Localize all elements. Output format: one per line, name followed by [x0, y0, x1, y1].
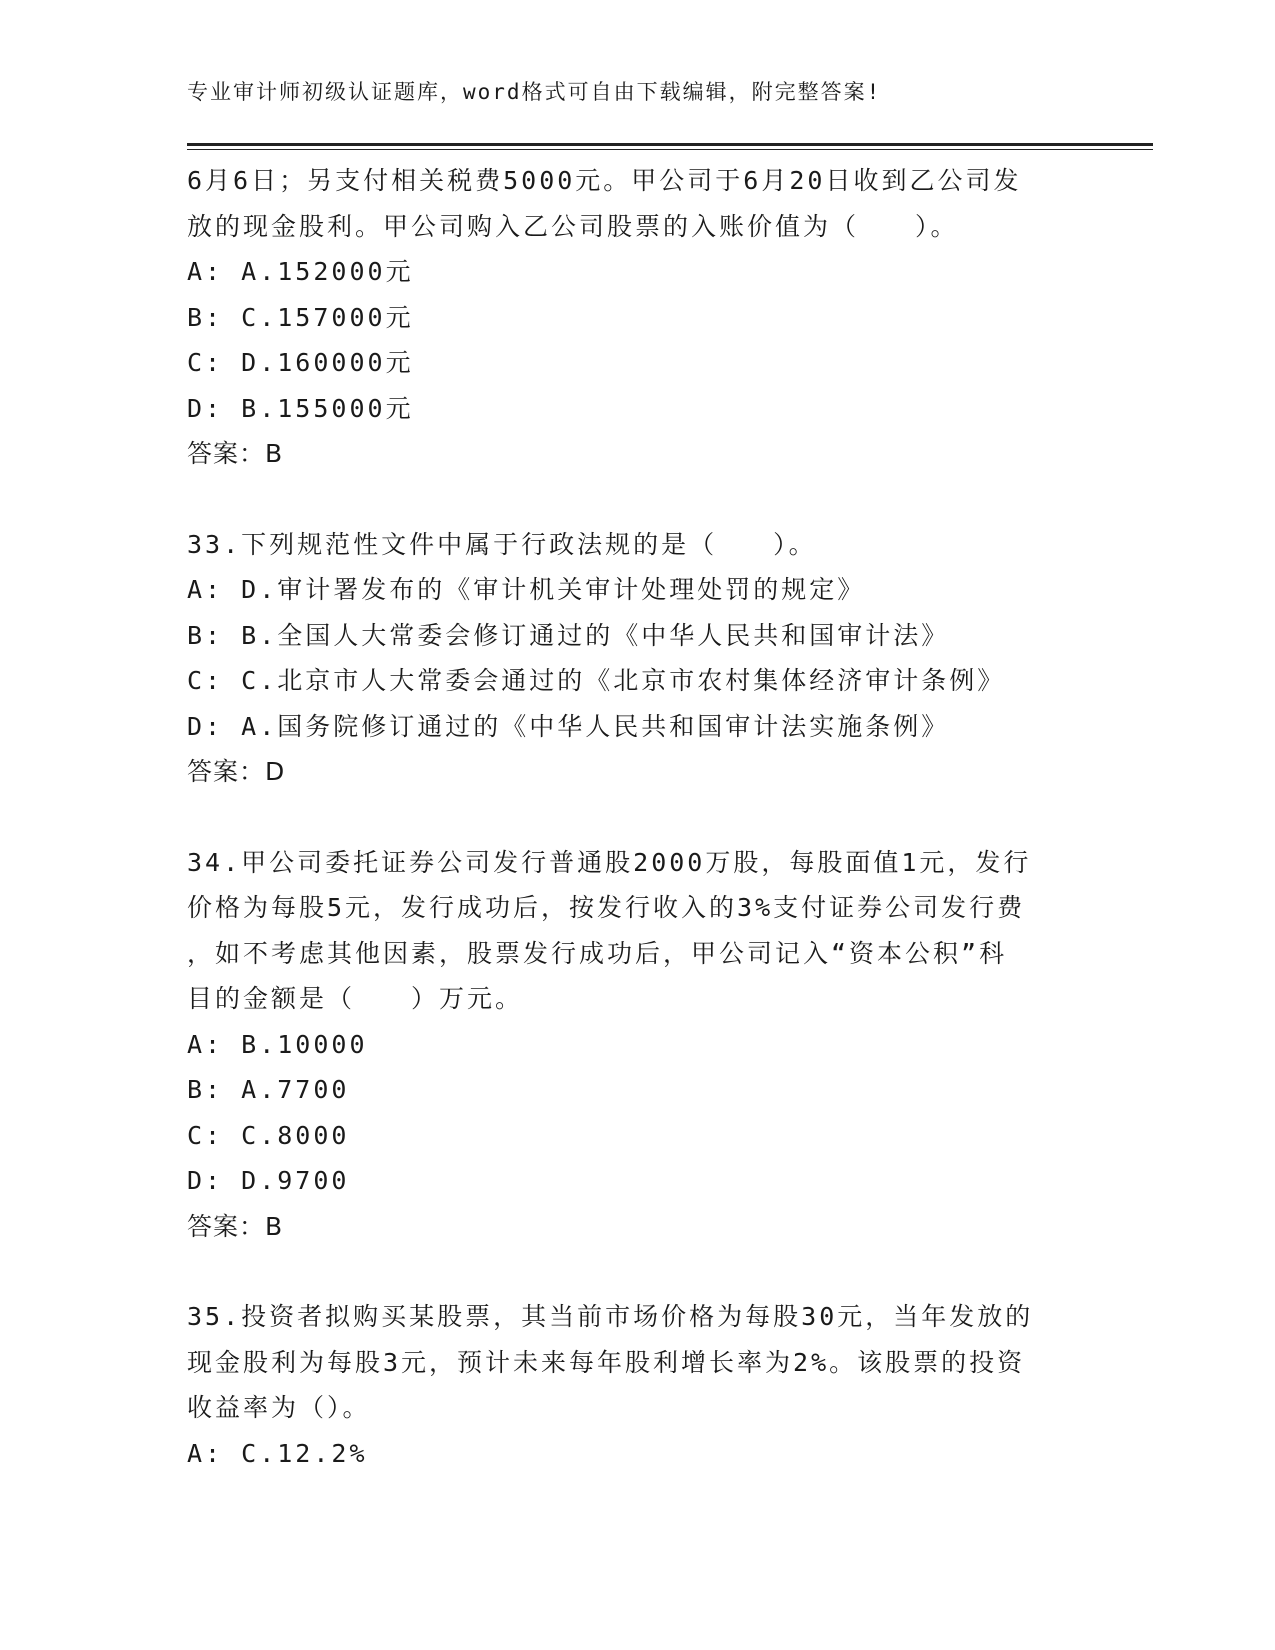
option-d: D: A.国务院修订通过的《中华人民共和国审计法实施条例》 — [187, 711, 950, 741]
question-stem-line: ，如不考虑其他因素，股票发行成功后，甲公司记入“资本公积”科 — [187, 938, 1008, 968]
option-a: A: B.10000 — [187, 1029, 368, 1059]
header-rule-thick — [187, 143, 1153, 146]
question-block — [187, 840, 1087, 1250]
page-header: 专业审计师初级认证题库，word格式可自由下载编辑，附完整答案! — [187, 80, 882, 104]
question-stem-line: 收益率为（）。 — [187, 1393, 371, 1422]
option-b: B: C.157000元 — [187, 302, 414, 332]
header-rule-thin — [187, 149, 1153, 150]
option-b: B: B.全国人大常委会修订通过的《中华人民共和国审计法》 — [187, 620, 950, 650]
question-stem-line: 33.下列规范性文件中属于行政法规的是（ ）。 — [187, 529, 817, 559]
question-block — [187, 158, 1087, 477]
option-c: C: C.8000 — [187, 1120, 350, 1150]
option-b: B: A.7700 — [187, 1075, 350, 1104]
option-a: A: A.152000元 — [187, 257, 414, 286]
option-d: D: D.9700 — [187, 1166, 350, 1195]
question-stem-line: 35.投资者拟购买某股票，其当前市场价格为每股30元，当年发放的 — [187, 1302, 1034, 1331]
question-content — [187, 158, 1087, 1476]
answer-line: 答案：B — [187, 1211, 284, 1241]
question-stem-line: 现金股利为每股3元，预计未来每年股利增长率为2%。该股票的投资 — [187, 1347, 1026, 1377]
answer-line: 答案：D — [187, 757, 286, 786]
question-block — [187, 522, 1087, 795]
question-block — [187, 1294, 1087, 1476]
option-c: C: C.北京市人大常委会通过的《北京市农村集体经济审计条例》 — [187, 666, 1006, 695]
option-c: C: D.160000元 — [187, 348, 414, 377]
option-d: D: B.155000元 — [187, 393, 414, 423]
answer-line: 答案：B — [187, 439, 284, 468]
question-stem-line: 价格为每股5元，发行成功后，按发行收入的3%支付证券公司发行费 — [187, 893, 1026, 922]
option-a: A: D.审计署发布的《审计机关审计处理处罚的规定》 — [187, 575, 866, 604]
option-a: A: C.12.2% — [187, 1438, 368, 1468]
question-stem-line: 6月6日；另支付相关税费5000元。甲公司于6月20日收到乙公司发 — [187, 166, 1022, 195]
question-stem-line: 34.甲公司委托证券公司发行普通股2000万股，每股面值1元，发行 — [187, 847, 1032, 877]
question-stem-line: 放的现金股利。甲公司购入乙公司股票的入账价值为（ ）。 — [187, 211, 959, 241]
question-stem-line: 目的金额是（ ）万元。 — [187, 984, 524, 1013]
